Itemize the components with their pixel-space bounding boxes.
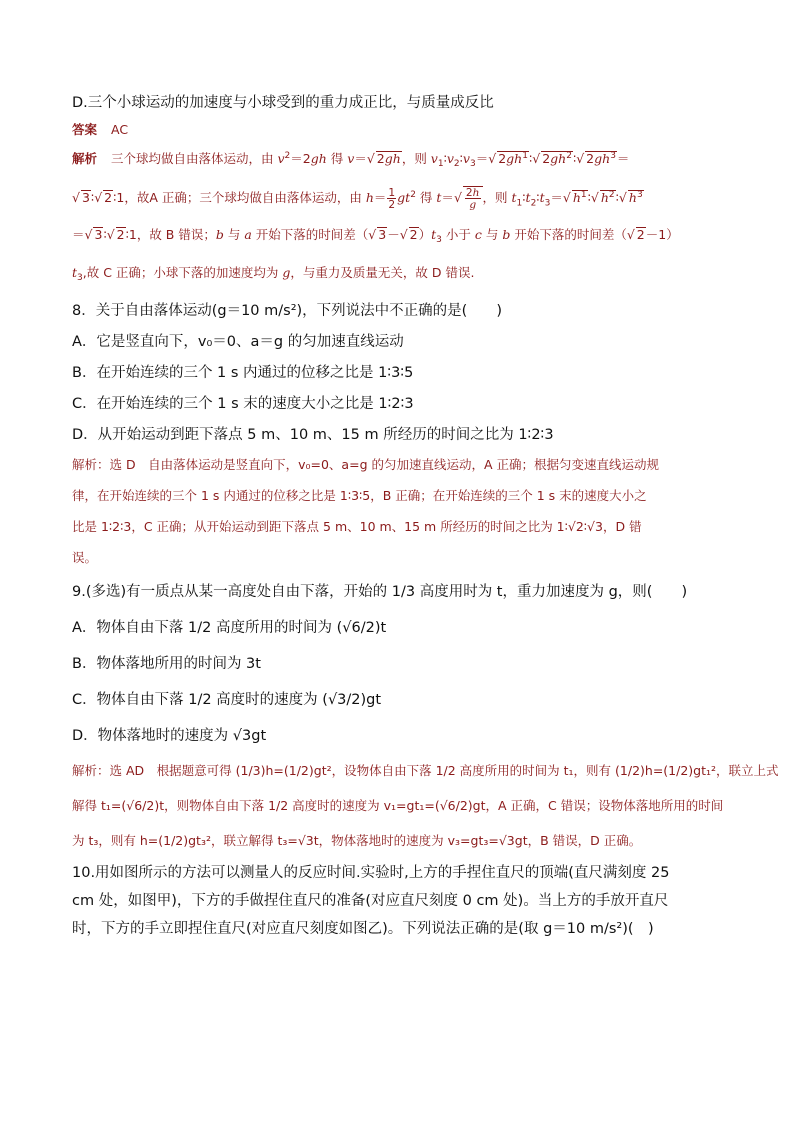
q7-analysis-line-2: √ 3∶√ 2∶1，故A 正确；三个球均做自由落体运动，由 h＝ $\frac{1}{2}$ $gt^2$ 得 t＝√ $\frac{2h}{g}$ ，则 $t_1∶t_2∶t_3=√$ $h^1∶√$ $h^2∶√$ $h^3$ [72,186,724,213]
q8-stem: 8．关于自由落体运动(g＝10 m/s²)，下列说法中不正确的是( ) [72,302,502,319]
q8-analysis-line-3: 比是 1∶2∶3，C 正确；从开始运动到距下落点 5 m、10 m、15 m 所经历的时间之比为 1∶√2∶√3，D 错 [72,518,642,534]
q7-analysis-line-4: $t_3$,故 C 正确；小球下落的加速度均为 g，与重力及质量无关，故 D 错误. [72,264,475,283]
q9-analysis-line-2: 解得 t₁=(√6/2)t，则物体自由下落 1/2 高度时的速度为 v₁=gt₁=(√6/2)gt，A 正确，C 错误；设物体落地所用的时间 [72,797,724,813]
document-page [72,92,779,949]
q8-analysis-line-1: 解析：选 D 自由落体运动是竖直向下，v₀=0、a=g 的匀加速直线运动，A 正确；根据匀变速直线运动规 [72,456,660,472]
q10-line-2: cm 处，如图甲)，下方的手做捏住直尺的准备(对应直尺刻度 0 cm 处)。当上方的手放开直尺 [72,892,669,909]
analysis-label: 解析 [72,150,98,166]
q7-analysis-line-1: 解析 三个球均做自由落体运动，由 $v^2=2gh$ 得 v＝√ 2gh，则 $v_1∶v_2∶v_3=√$ $2gh^1∶√$ $2gh^2∶√$ $2gh^3=$ [72,147,724,174]
q9-analysis-block [72,761,779,850]
q9-option-a: A．物体自由下落 1/2 高度所用的时间为 (√6/2)t [72,619,387,636]
answer-label: 答案 [72,122,98,137]
q10-stem [72,862,724,940]
q8-option-a: A．它是竖直向下，v₀＝0、a＝g 的匀加速直线运动 [72,333,404,350]
q8-option-b: B．在开始连续的三个 1 s 内通过的位移之比是 1∶3∶5 [72,364,414,381]
q9-option-d: D．物体落地时的速度为 √3gt [72,727,267,744]
q8-analysis-line-2: 律，在开始连续的三个 1 s 内通过的位移之比是 1∶3∶5，B 正确；在开始连续的三个 1 s 末的速度大小之 [72,487,647,503]
q9-option-c: C．物体自由下落 1/2 高度时的速度为 (√3/2)gt [72,691,382,708]
answer-value: AC [111,122,129,137]
q10-line-1: 10.用如图所示的方法可以测量人的反应时间.实验时,上方的手捏住直尺的顶端(直尺满刻度 25 [72,864,670,881]
q8-option-d: D．从开始运动到距下落点 5 m、10 m、15 m 所经历的时间之比为 1∶2∶3 [72,426,554,443]
q9-option-b: B．物体落地所用的时间为 3t [72,655,261,672]
q7-answer-block [72,120,724,288]
q7-answer [72,120,724,139]
q7-analysis-line-3: ＝√ 3∶√ 2∶1，故 B 错误；b 与 a 开始下落的时间差（√ 3－√ $2)t_3$ 小于 c 与 b 开始下落的时间差（√ 2－1） [72,225,724,250]
q8-option-c: C．在开始连续的三个 1 s 末的速度大小之比是 1∶2∶3 [72,395,414,412]
q9-analysis-line-1: 解析：选 AD 根据题意可得 (1/3)h=(1/2)gt²，设物体自由下落 1/2 高度所用的时间为 t₁，则有 (1/2)h=(1/2)gt₁²，联立上式 [72,762,779,778]
q7-option-d: D.三个小球运动的加速度与小球受到的重力成正比，与质量成反比 [72,95,494,111]
q8-analysis-block [72,455,724,567]
q9-stem: 9.(多选)有一质点从某一高度处自由下落，开始的 1/3 高度用时为 t，重力加速度为 g，则( ) [72,583,688,600]
q9-analysis-line-3: 为 t₃，则有 h=(1/2)gt₃²，联立解得 t₃=√3t，物体落地时的速度为 v₃=gt₃=√3gt，B 错误，D 正确。 [72,832,642,848]
q10-line-3: 时，下方的手立即捏住直尺(对应直尺刻度如图乙)。下列说法正确的是(取 g＝10 m/s²)( ) [72,920,654,937]
q8-analysis-line-4: 误。 [72,549,98,565]
